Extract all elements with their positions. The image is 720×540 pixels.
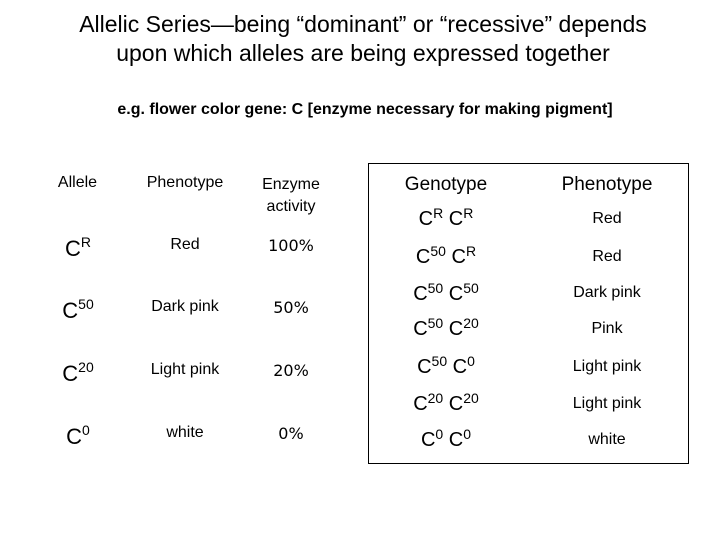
title-line-1: Allelic Series—being “dominant” or “recessive” depends: [79, 11, 647, 37]
phenotype-cell: white: [166, 424, 204, 441]
phenotype-cell: Dark pink: [151, 298, 219, 315]
header-enzyme-line2: activity: [266, 198, 316, 215]
genotype-cell: $C^{50}$ $C^{20}$: [413, 315, 479, 340]
slide-title: [0, 10, 720, 68]
genotype-cell: $C^{50}$ $C^0$: [417, 353, 475, 378]
activity-cell: 0%: [278, 424, 304, 443]
allele-cell: $C^{50}$: [62, 296, 94, 323]
subtitle: e.g. flower color gene: C [enzyme necessary for making pigment]: [117, 101, 613, 118]
genotype-phenotype-cell: Light pink: [572, 395, 642, 412]
genotype-phenotype-cell: Pink: [591, 320, 623, 337]
genotype-cell: $C^{50}$ $C^{50}$: [413, 280, 479, 305]
header-genotype: Genotype: [404, 174, 488, 195]
activity-cell: 50%: [273, 298, 309, 317]
title-line-2: upon which alleles are being expressed together: [116, 40, 610, 66]
activity-cell: 20%: [273, 361, 309, 380]
phenotype-cell: Red: [170, 236, 200, 253]
allele-cell: $C^0$: [66, 422, 90, 449]
genotype-cell: $C^R$ $C^R$: [418, 205, 474, 230]
genotype-phenotype-cell: Dark pink: [573, 284, 641, 301]
genotype-cell: $C^{50}$ $C^R$: [415, 243, 477, 268]
phenotype-cell: Light pink: [150, 361, 220, 378]
genotype-phenotype-cell: Light pink: [572, 358, 642, 375]
header-enzyme-line1: Enzyme: [262, 176, 320, 193]
header-genotype-phenotype: Phenotype: [561, 174, 653, 195]
genotype-phenotype-cell: Red: [592, 210, 622, 227]
genotype-cell: $C^0$ $C^0$: [420, 426, 472, 451]
allele-cell: $C^R$: [64, 234, 91, 261]
genotype-cell: $C^{20}$ $C^{20}$: [413, 390, 479, 415]
genotype-phenotype-cell: Red: [592, 248, 622, 265]
genotype-phenotype-cell: white: [588, 431, 626, 448]
header-enzyme-activity: [240, 174, 342, 218]
header-allele: Allele: [57, 174, 98, 191]
allele-cell: $C^{20}$: [62, 359, 94, 386]
activity-cell: 100%: [268, 236, 314, 255]
header-phenotype: Phenotype: [146, 174, 224, 191]
